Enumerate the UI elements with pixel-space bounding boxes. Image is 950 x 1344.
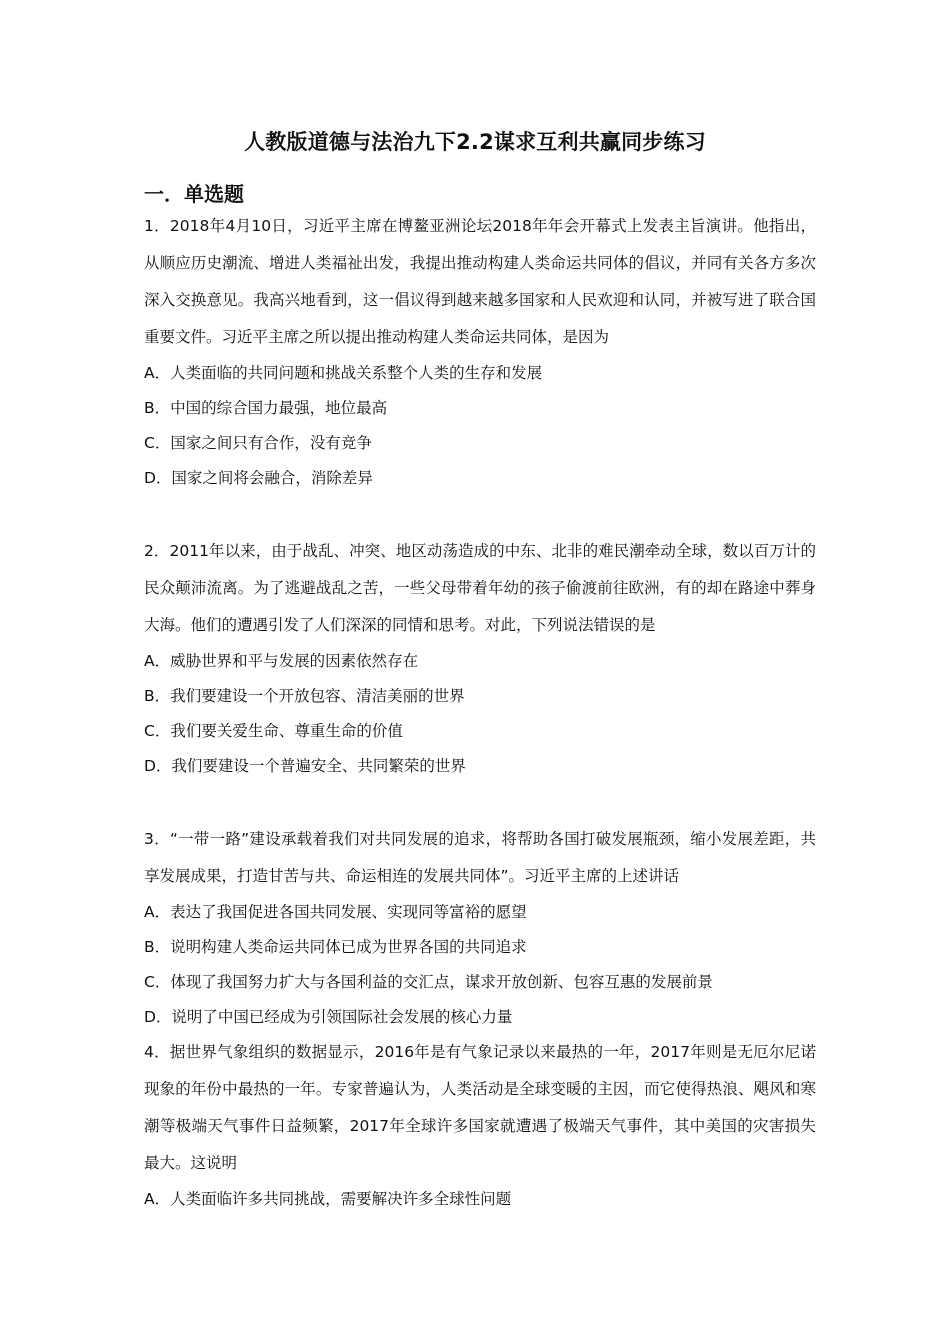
option-a: A．人类面临的共同问题和挑战关系整个人类的生存和发展	[144, 364, 543, 382]
question-stem: 4．据世界气象组织的数据显示，2016年是有气象记录以来最热的一年，2017年则是无厄尔尼诺现象的年份中最热的一年。专家普遍认为，人类活动是全球变暖的主因，而它使得热浪、飓风和寒潮等极端天气事件日益频繁，2017年全球许多国家就遭遇了极端天气事件，其中美国的灾害损失最大。这说明	[144, 1043, 816, 1172]
option-a: A．威胁世界和平与发展的因素依然存在	[144, 652, 419, 670]
document-title: 人教版道德与法治九下2.2谋求互利共赢同步练习	[244, 130, 706, 154]
option-b: B．我们要建设一个开放包容、清洁美丽的世界	[144, 687, 465, 705]
option-a: A．人类面临许多共同挑战，需要解决许多全球性问题	[144, 1190, 512, 1208]
option-d: D．说明了中国已经成为引领国际社会发展的核心力量	[144, 1008, 513, 1026]
question-2	[144, 533, 816, 784]
option-d: D．国家之间将会融合，消除差异	[144, 469, 373, 487]
option-b: B．中国的综合国力最强，地位最高	[144, 399, 388, 417]
option-b: B．说明构建人类命运共同体已成为世界各国的共同追求	[144, 938, 527, 956]
question-3	[144, 821, 816, 1035]
section-heading: 一．单选题	[144, 182, 244, 206]
option-a: A．表达了我国促进各国共同发展、实现同等富裕的愿望	[144, 903, 527, 921]
option-c: C．我们要关爱生命、尊重生命的价值	[144, 722, 403, 740]
option-c: C．国家之间只有合作，没有竞争	[144, 434, 372, 452]
option-c: C．体现了我国努力扩大与各国利益的交汇点，谋求开放创新、包容互惠的发展前景	[144, 973, 713, 991]
question-stem: 2．2011年以来，由于战乱、冲突、地区动荡造成的中东、北非的难民潮牵动全球，数以百万计的民众颠沛流离。为了逃避战乱之苦，一些父母带着年幼的孩子偷渡前往欧洲，有的却在路途中葬身大海。他们的遭遇引发了人们深深的同情和思考。对此，下列说法错误的是	[144, 542, 816, 634]
question-stem: 3．“一带一路”建设承载着我们对共同发展的追求，将帮助各国打破发展瓶颈，缩小发展差距，共享发展成果，打造甘苦与共、命运相连的发展共同体”。习近平主席的上述讲话	[144, 830, 816, 885]
question-1	[144, 208, 816, 496]
option-d: D．我们要建设一个普遍安全、共同繁荣的世界	[144, 757, 466, 775]
question-stem: 1．2018年4月10日，习近平主席在博鳌亚洲论坛2018年年会开幕式上发表主旨演讲。他指出，从顺应历史潮流、增进人类福祉出发，我提出推动构建人类命运共同体的倡议，并同有关各方多次深入交换意见。我高兴地看到，这一倡议得到越来越多国家和人民欢迎和认同，并被写进了联合国重要文件。习近平主席之所以提出推动构建人类命运共同体，是因为	[144, 217, 816, 346]
question-4	[144, 1034, 816, 1217]
